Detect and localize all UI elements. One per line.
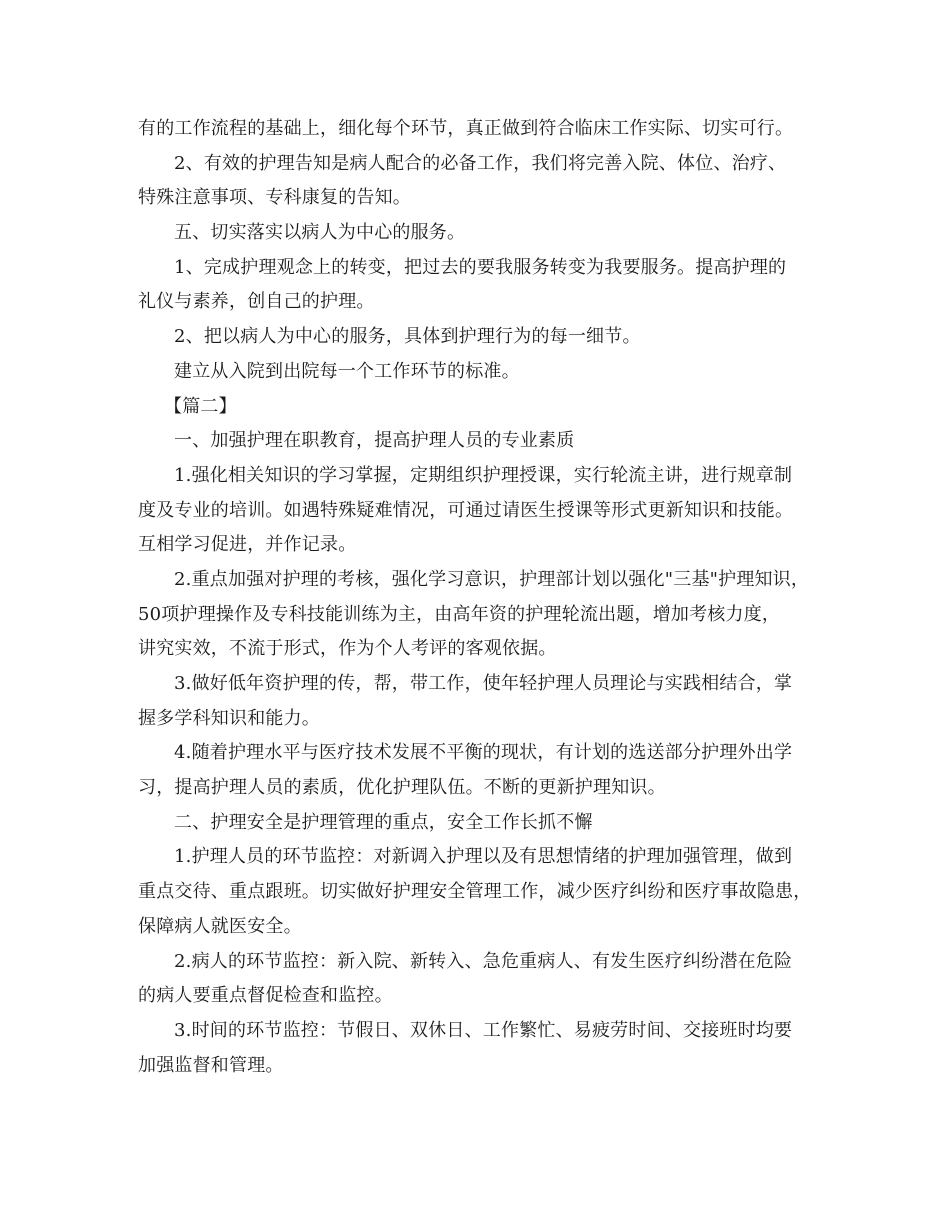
text-line: 保障病人就医安全。 xyxy=(138,915,302,937)
text-line: 加强监督和管理。 xyxy=(138,1054,284,1076)
section-heading: 一、加强护理在职教育，提高护理人员的专业素质 xyxy=(174,430,575,452)
text-line: 有的工作流程的基础上，细化每个环节，真正做到符合临床工作实际、切实可行。 xyxy=(138,118,794,139)
text-line: 习，提高护理人员的素质，优化护理队伍。不断的更新护理知识。 xyxy=(138,777,666,799)
text-line: 50项护理操作及专科技能训练为主，由高年资的护理轮流出题，增加考核力度， xyxy=(138,603,781,625)
text-line: 重点交待、重点跟班。切实做好护理安全管理工作，减少医疗纠纷和医疗事故隐患， xyxy=(138,881,812,903)
text-line: 建立从入院到出院每一个工作环节的标准。 xyxy=(174,360,520,382)
text-line: 3.做好低年资护理的传，帮，带工作，使年轻护理人员理论与实践相结合，掌 xyxy=(174,673,793,694)
text-line: 1.护理人员的环节监控：对新调入护理以及有思想情绪的护理加强管理，做到 xyxy=(174,846,793,868)
text-line: 礼仪与素养，创自己的护理。 xyxy=(138,291,375,313)
text-line: 2、把以病人为中心的服务，具体到护理行为的每一细节。 xyxy=(174,326,641,348)
text-line: 互相学习促进，并作记录。 xyxy=(138,534,357,556)
text-line: 的病人要重点督促检查和监控。 xyxy=(138,985,393,1007)
text-line: 握多学科知识和能力。 xyxy=(138,707,320,729)
text-line: 讲究实效，不流于形式，作为个人考评的客观依据。 xyxy=(138,638,557,660)
text-line: 度及专业的培训。如遇特殊疑难情况，可通过请医生授课等形式更新知识和技能。 xyxy=(138,499,794,521)
text-line: 2.重点加强对护理的考核，强化学习意识，护理部计划以强化"三基"护理知识， xyxy=(174,568,810,590)
text-line: 特殊注意事项、专科康复的告知。 xyxy=(138,187,411,209)
section-heading: 二、护理安全是护理管理的重点，安全工作长抓不懈 xyxy=(174,811,593,833)
text-line: 2、有效的护理告知是病人配合的必备工作，我们将完善入院、体位、治疗、 xyxy=(174,152,787,174)
section-heading: 五、切实落实以病人为中心的服务。 xyxy=(174,222,466,244)
text-line: 1.强化相关知识的学习掌握，定期组织护理授课，实行轮流主讲，进行规章制 xyxy=(174,464,793,486)
text-line: 2.病人的环节监控：新入院、新转入、急危重病人、有发生医疗纠纷潜在危险 xyxy=(174,950,793,972)
document-body xyxy=(138,112,828,1083)
text-line: 3.时间的环节监控：节假日、双休日、工作繁忙、易疲劳时间、交接班时均要 xyxy=(174,1019,793,1041)
text-line: 1、完成护理观念上的转变，把过去的要我服务转变为我要服务。提高护理的 xyxy=(174,256,787,278)
text-line: 4.随着护理水平与医疗技术发展不平衡的现状，有计划的选送部分护理外出学 xyxy=(174,742,793,764)
part-heading: 【篇二】 xyxy=(164,395,237,417)
